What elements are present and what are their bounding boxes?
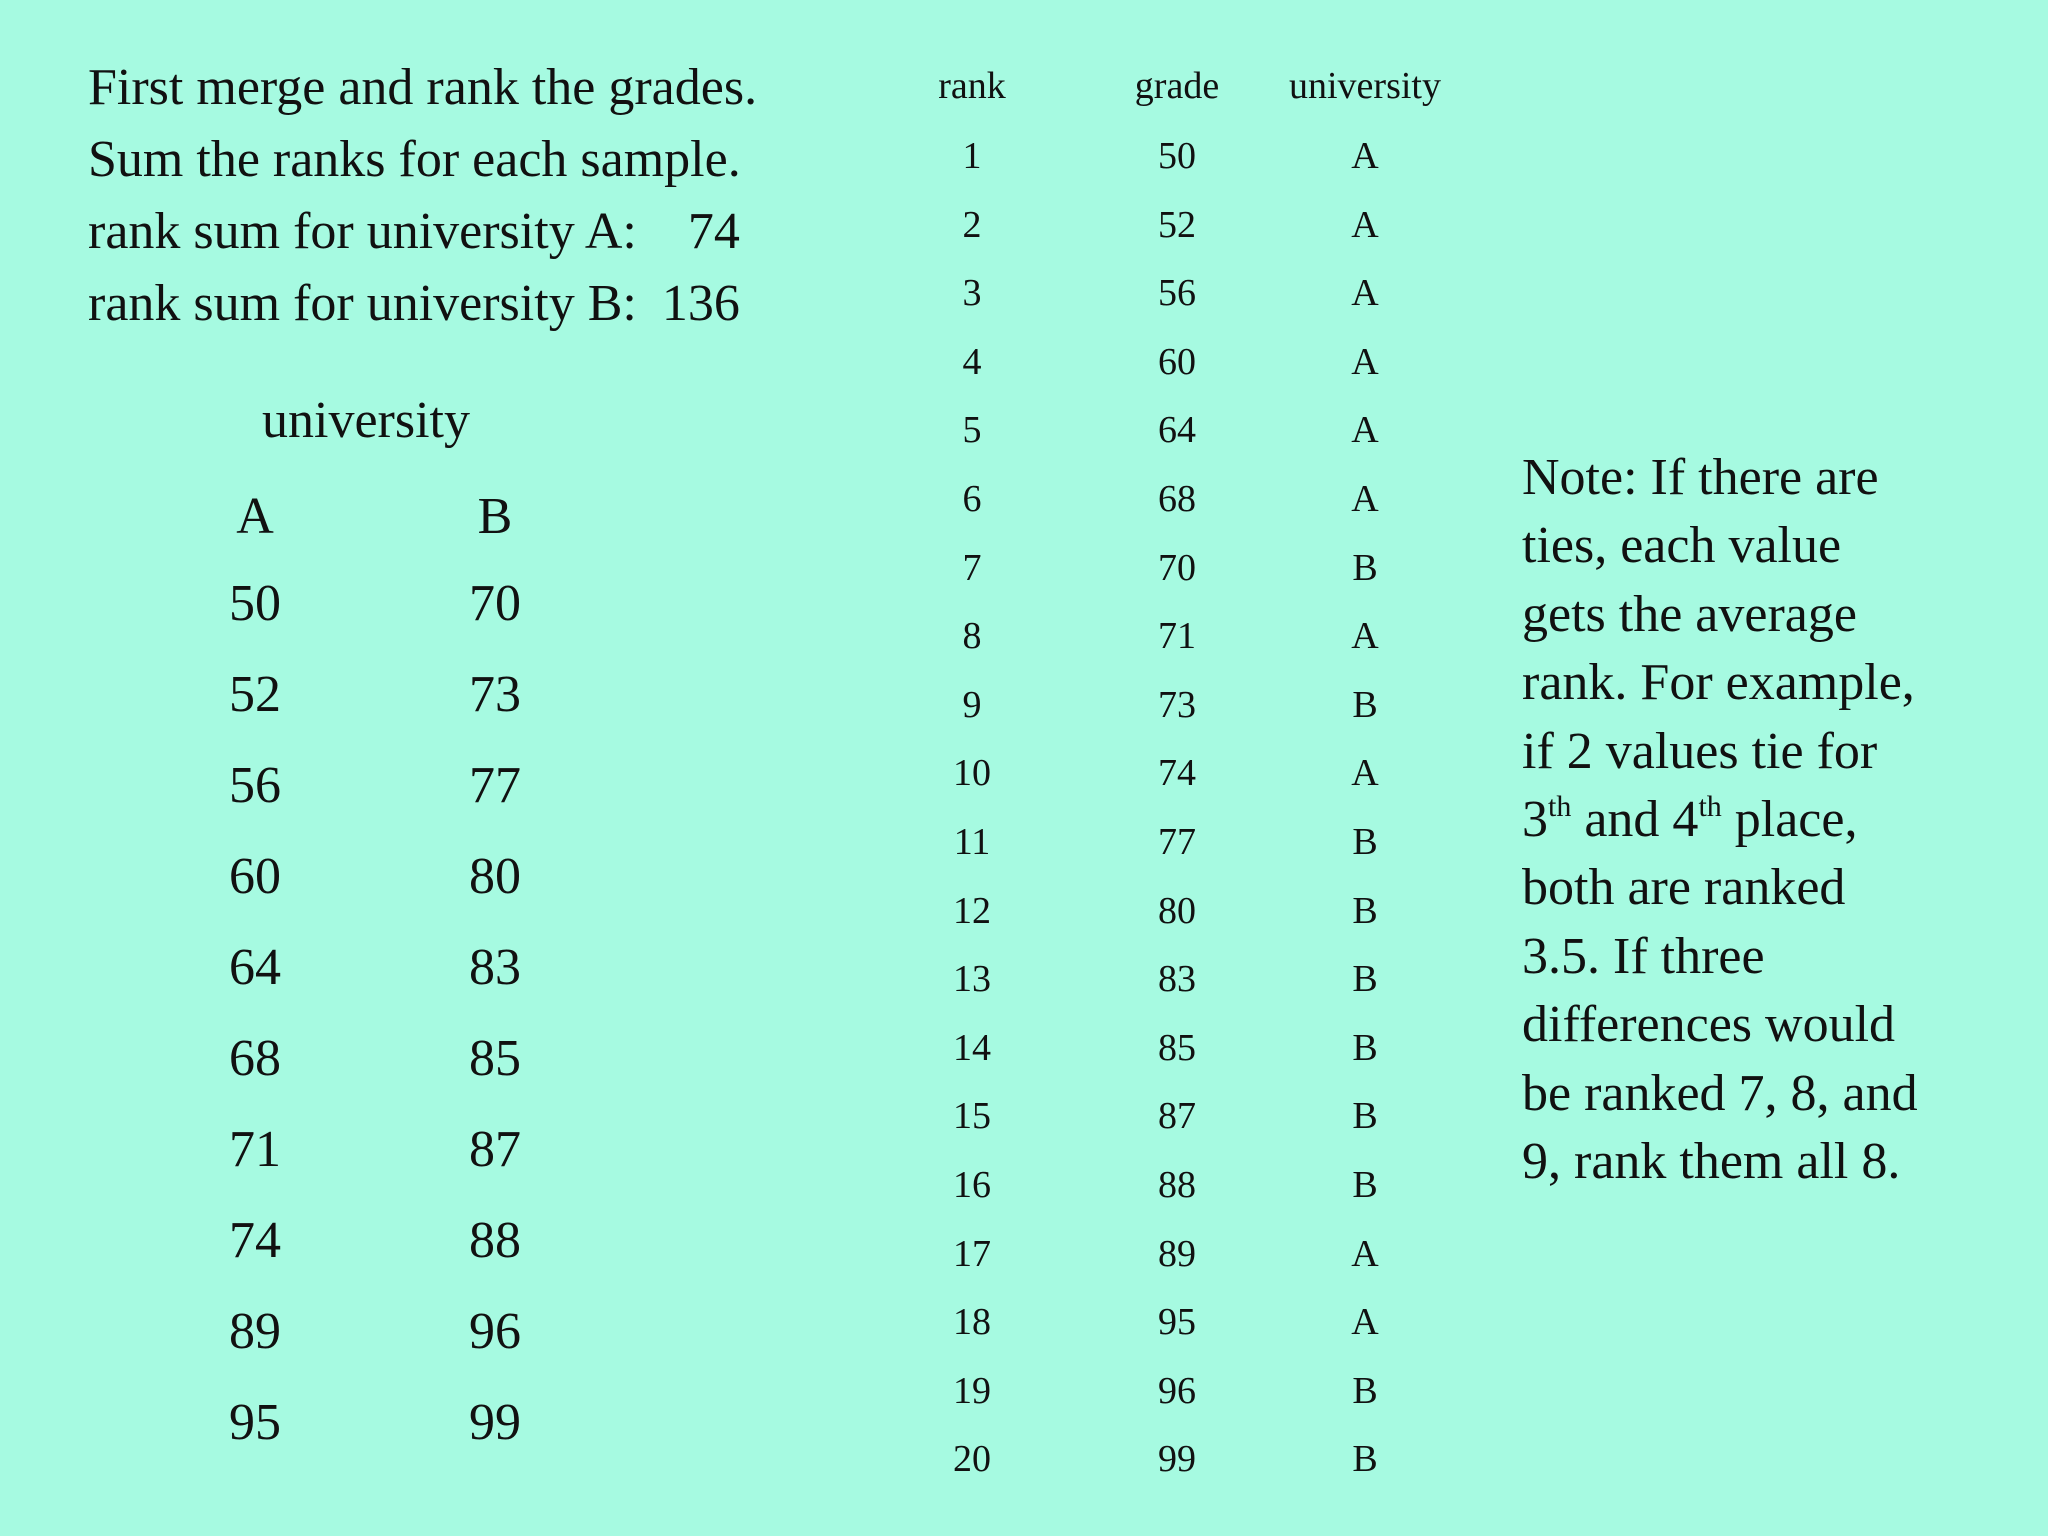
rank-value: 2 (962, 203, 982, 246)
grade-value: 56 (1158, 272, 1196, 315)
university-grades-table (190, 390, 610, 1470)
ordinal-text: and 4 (1571, 790, 1699, 848)
rank-table-row (910, 1230, 1470, 1299)
rank-value: 7 (962, 546, 982, 589)
rank-table-row (910, 1435, 1470, 1504)
university-b-header: B (477, 488, 513, 545)
university-grades-row (190, 937, 610, 1028)
ordinal-number: 3 (1522, 790, 1548, 848)
rank-value: 4 (962, 340, 982, 383)
rank-table-row (910, 955, 1470, 1024)
grade-value: 60 (1158, 340, 1196, 383)
university-value: B (1352, 820, 1378, 863)
rank-table-row (910, 749, 1470, 818)
rank-value: 18 (953, 1301, 991, 1344)
grade-value: 68 (1158, 477, 1196, 520)
university-b-grade: 99 (469, 1394, 521, 1451)
university-a-grade: 95 (229, 1394, 281, 1451)
rank-value: 14 (953, 1026, 991, 1069)
rank-value: 10 (953, 752, 991, 795)
rank-table-header (910, 62, 1470, 110)
rank-table-row (910, 1161, 1470, 1230)
rank-header: rank (938, 65, 1006, 107)
university-grades-title: university (262, 392, 470, 449)
university-b-grade: 70 (469, 575, 521, 632)
university-a-grade: 89 (229, 1303, 281, 1360)
university-a-grade: 52 (229, 666, 281, 723)
university-b-grade: 88 (469, 1212, 521, 1269)
university-value: B (1352, 889, 1378, 932)
grade-value: 74 (1158, 752, 1196, 795)
note-line: gets the average (1522, 585, 1857, 643)
note-line: 3.5. If three (1522, 927, 1765, 985)
university-a-grade: 50 (229, 575, 281, 632)
rank-table-row (910, 475, 1470, 544)
rank-value: 8 (962, 615, 982, 658)
university-value: B (1352, 1095, 1378, 1138)
grade-value: 80 (1158, 889, 1196, 932)
university-b-grade: 96 (469, 1303, 521, 1360)
rank-value: 13 (953, 958, 991, 1001)
rank-sum-a (88, 196, 868, 268)
grade-value: 77 (1158, 820, 1196, 863)
grade-value: 96 (1158, 1369, 1196, 1412)
university-value: B (1352, 546, 1378, 589)
university-value: A (1351, 135, 1379, 177)
university-b-grade: 77 (469, 757, 521, 814)
rank-sum-a-value: 74 (687, 203, 740, 260)
university-grades-row (190, 573, 610, 664)
university-b-grade: 87 (469, 1121, 521, 1178)
note-line: 9, rank them all 8. (1522, 1132, 1901, 1190)
rank-table-row (910, 132, 1470, 201)
university-a-grade: 74 (229, 1212, 281, 1269)
grade-value: 99 (1158, 1438, 1196, 1481)
note-line: rank. For example, (1522, 654, 1915, 712)
note-line-ordinals (1522, 786, 1982, 854)
university-grades-row (190, 1301, 610, 1392)
rank-value: 19 (953, 1369, 991, 1412)
rank-table-row (910, 1298, 1470, 1367)
ties-note (1522, 444, 1982, 1196)
university-value: A (1351, 272, 1379, 315)
university-b-grade: 73 (469, 666, 521, 723)
university-value: B (1352, 958, 1378, 1001)
rank-value: 6 (962, 477, 982, 520)
university-grades-row (190, 664, 610, 755)
rank-sum-b-label: rank sum for university B: (88, 275, 637, 332)
rank-table-row (910, 1367, 1470, 1436)
rank-sum-b-value: 136 (661, 275, 740, 332)
rank-value: 3 (962, 272, 982, 315)
rank-table-row (910, 1024, 1470, 1093)
university-header: university (1289, 65, 1441, 107)
rank-value: 16 (953, 1163, 991, 1206)
rank-value: 17 (953, 1232, 991, 1275)
university-grades-row (190, 1392, 610, 1483)
rank-value: 12 (953, 889, 991, 932)
university-grades-row (190, 1119, 610, 1210)
university-a-grade: 56 (229, 757, 281, 814)
rank-table-row (910, 201, 1470, 270)
university-value: B (1352, 1438, 1378, 1481)
rank-table-row (910, 681, 1470, 750)
university-value: A (1351, 1232, 1379, 1275)
university-a-header: A (236, 488, 274, 545)
grade-value: 95 (1158, 1301, 1196, 1344)
ordinal-suffix: th (1548, 789, 1572, 823)
ordinal-text: place, (1721, 790, 1858, 848)
rank-sum-b (88, 268, 868, 340)
note-line: ties, each value (1522, 517, 1842, 575)
university-value: A (1351, 752, 1379, 795)
rank-table-row (910, 612, 1470, 681)
rank-table-row (910, 818, 1470, 887)
rank-table-row (910, 406, 1470, 475)
grade-value: 52 (1158, 203, 1196, 246)
rank-table-row (910, 887, 1470, 956)
grade-value: 85 (1158, 1026, 1196, 1069)
grade-value: 50 (1158, 135, 1196, 177)
university-value: A (1351, 1301, 1379, 1344)
university-a-grade: 68 (229, 1030, 281, 1087)
university-grades-row (190, 755, 610, 846)
university-grades-row (190, 1028, 610, 1119)
intro-text (88, 52, 868, 340)
university-grades-rows (190, 573, 610, 1483)
grade-value: 71 (1158, 615, 1196, 658)
university-value: A (1351, 203, 1379, 246)
note-line: both are ranked (1522, 859, 1846, 917)
rank-value: 11 (953, 820, 991, 863)
university-value: B (1352, 1369, 1378, 1412)
rank-value: 5 (962, 409, 982, 452)
rank-value: 20 (953, 1438, 991, 1481)
university-grades-row (190, 1210, 610, 1301)
university-value: B (1352, 683, 1378, 726)
university-a-grade: 71 (229, 1121, 281, 1178)
note-line: be ranked 7, 8, and (1522, 1064, 1918, 1122)
note-line: differences would (1522, 996, 1896, 1054)
grade-header: grade (1134, 65, 1220, 107)
grade-value: 73 (1158, 683, 1196, 726)
university-b-grade: 85 (469, 1030, 521, 1087)
intro-line-sum: Sum the ranks for each sample. (88, 131, 741, 188)
rank-sum-a-label: rank sum for university A: (88, 203, 637, 260)
university-b-grade: 83 (469, 939, 521, 996)
rank-table-row (910, 269, 1470, 338)
rank-table-row (910, 1092, 1470, 1161)
rank-value: 9 (962, 683, 982, 726)
grade-value: 87 (1158, 1095, 1196, 1138)
university-value: A (1351, 615, 1379, 658)
grade-value: 83 (1158, 958, 1196, 1001)
grade-value: 64 (1158, 409, 1196, 452)
intro-line-merge: First merge and rank the grades. (88, 59, 758, 116)
university-value: B (1352, 1026, 1378, 1069)
university-value: A (1351, 409, 1379, 452)
university-value: B (1352, 1163, 1378, 1206)
university-a-grade: 60 (229, 848, 281, 905)
university-value: A (1351, 340, 1379, 383)
rank-value: 1 (962, 135, 982, 177)
university-b-grade: 80 (469, 848, 521, 905)
grade-value: 70 (1158, 546, 1196, 589)
university-grades-row (190, 846, 610, 937)
university-a-grade: 64 (229, 939, 281, 996)
grade-value: 89 (1158, 1232, 1196, 1275)
rank-value: 15 (953, 1095, 991, 1138)
university-value: A (1351, 477, 1379, 520)
ordinal-suffix: th (1698, 789, 1722, 823)
rank-table-row (910, 338, 1470, 407)
note-line: if 2 values tie for (1522, 722, 1878, 780)
note-line: Note: If there are (1522, 449, 1879, 506)
merged-rank-table (910, 62, 1470, 1504)
rank-table-body (910, 132, 1470, 1504)
rank-table-row (910, 544, 1470, 613)
grade-value: 88 (1158, 1163, 1196, 1206)
